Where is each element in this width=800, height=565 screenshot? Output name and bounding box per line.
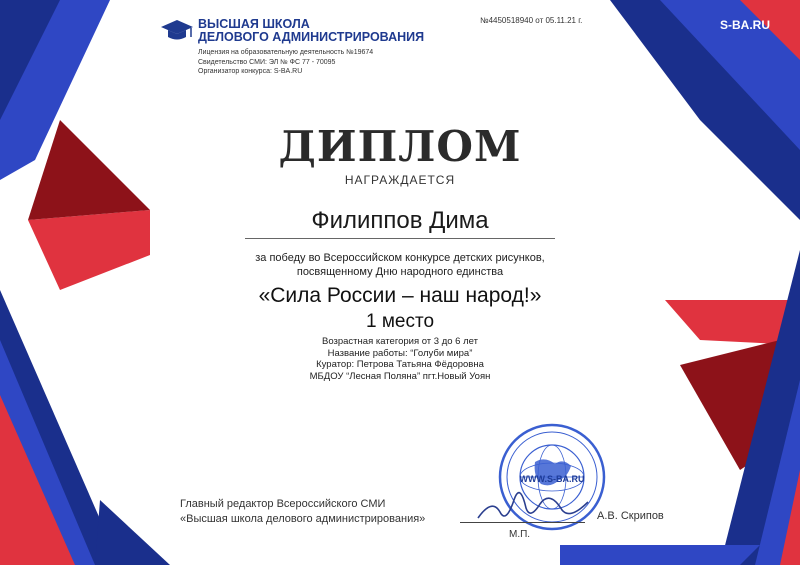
organization-name-line1: ВЫСШАЯ ШКОЛА xyxy=(198,17,310,31)
license-info xyxy=(198,48,373,77)
stamp-text: WWW.S-BA.RU xyxy=(519,474,585,484)
curator: Куратор: Петрова Татьяна Фёдоровна xyxy=(316,359,484,370)
editor-caption-line: «Высшая школа делового администрирования» xyxy=(180,513,426,525)
award-reason-line: посвященному Дню народного единства xyxy=(296,266,504,278)
awarded-label: НАГРАЖДАЕТСЯ xyxy=(344,173,456,187)
age-category: Возрастная категория от 3 до 6 лет xyxy=(322,336,478,347)
editor-caption xyxy=(180,497,425,527)
bottom-right-blue xyxy=(560,545,760,565)
place-awarded: 1 место xyxy=(365,311,435,332)
contest-name: «Сила России – наш народ!» xyxy=(258,284,542,307)
work-title: Название работы: “Голуби мира” xyxy=(327,347,473,359)
license-line: Лицензия на образовательную деятельность №19674 xyxy=(198,49,374,56)
stamp-place-label: М.П. xyxy=(509,529,531,540)
organization-name-line2: ДЕЛОВОГО АДМИНИСТРИРОВАНИЯ xyxy=(198,30,425,44)
bottom-left-navy xyxy=(95,500,170,565)
certificate-number: №4450518940 от 05.11.21 г. xyxy=(480,16,583,25)
entry-details xyxy=(0,336,800,382)
institution: МБДОУ “Лесная Поляна” пгт.Новый Уоян xyxy=(309,370,491,382)
media-registration-line: Свидетельство СМИ: ЭЛ № ФС 77 - 70095 xyxy=(198,58,336,66)
site-label: S-BA.RU xyxy=(720,18,770,32)
signature-line xyxy=(460,522,585,523)
award-reason-line: за победу во Всероссийском конкурсе детских рисунков, xyxy=(255,252,545,264)
recipient-name: Филиппов Дима xyxy=(311,207,489,234)
diploma-title: ДИПЛОМ xyxy=(278,122,522,171)
organization-name xyxy=(198,18,424,44)
recipient-underline xyxy=(245,238,555,239)
editor-caption-line: Главный редактор Всероссийского СМИ xyxy=(180,498,386,510)
signer-name: А.В. Скрипов xyxy=(597,510,664,522)
award-reason xyxy=(0,251,800,279)
handwritten-signature xyxy=(470,470,600,530)
graduation-cap-icon xyxy=(160,18,194,44)
organizer-line: Организатор конкурса: S-BA.RU xyxy=(198,68,303,75)
